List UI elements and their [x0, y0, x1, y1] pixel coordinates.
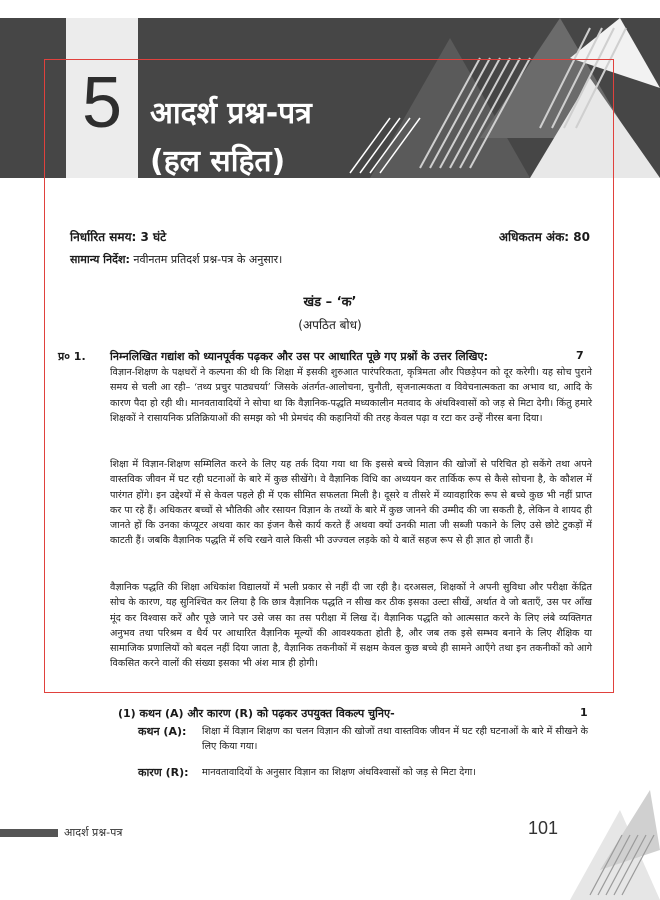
instruction-label: सामान्य निर्देश: — [70, 253, 130, 266]
question-number: प्र० 1. — [58, 350, 86, 363]
passage-paragraph: विज्ञान-शिक्षण के पक्षधरों ने कल्पना की थी कि शिक्षा में इसकी शुरुआत पारंपरिकता, कृत्रिमता और पिछड़ेपन को दूर करेगी। यह सोच पुराने समय से चली आ रही– ‘तथ्य प्रचुर पाठ्यचर्या’ जिसके अंतर्गत-आलोचना, चुनौती, सृजनात्मकता व विवेचनात्मकता का अभाव था, आदि के कारण पैदा हो रही थी। मानवतावादियों ने सोचा था कि वैज्ञानिक-पद्धति मध्यकालीन मतवाद के अंधविश्वासों को जड़ से मिटा देगी। किंतु हमारे शिक्षकों ने रासायनिक प्रतिक्रियाओं की समझ को भी प्रेमचंद की कहानियों की तरह केवल पढ़ा व रटा कर उन्हें नीरस बना दिया। — [110, 367, 592, 424]
footer-bar — [0, 829, 58, 837]
instruction-text: नवीनतम प्रतिदर्श प्रश्न-पत्र के अनुसार। — [133, 253, 283, 266]
chapter-number: 5 — [81, 63, 123, 143]
max-marks: अधिकतम अंक: 80 — [498, 230, 590, 244]
chapter-number-box — [66, 18, 138, 178]
subquestion-marks: 1 — [580, 706, 588, 719]
section-title: खंड – ‘क’ — [303, 295, 357, 310]
triangle-pattern-decoration — [330, 18, 660, 178]
passage-paragraph: शिक्षा में विज्ञान-शिक्षण सम्मिलित करने के लिए यह तर्क दिया गया था कि इससे बच्चे विज्ञान की खोजों से परिचित हो सकेंगे तथा अपने वास्तविक जीवन में घट रही घटनाओं के बारे में कुछ सीखेंगे। वे वैज्ञानिक विधि का अध्ययन कर तार्किक रूप से कैसे सोचना है, के कौशल में पारंगत होंगे। इन उद्देश्यों में से केवल पहले ही में एक सीमित सफलता मिली है। दूसरे व तीसरे में व्यावहारिक रूप से बच्चे कुछ भी नहीं प्राप्त कर पा रहे हैं। अधिकतर बच्चों से भौतिकी और रसायन विज्ञान के तथ्यों के बारे में कुछ जानने की उम्मीद की जा सकती है, लेकिन वे शायद ही जानते हों कि उनका कंप्यूटर अथवा कार का इंजन कैसे कार्य करते हैं अथवा क्यों उनकी माता जी सब्जी पकाने के लिए उसे छोटे टुकड़ों में काटती हैं। जबकि वैज्ञानिक पद्धति में रुचि रखने वाले किसी भी उज्ज्वल लड़के को ये बातें सहज रूप से ही ज्ञात हो जाती हैं। — [110, 459, 592, 547]
subquestion-prompt: (1) कथन (A) और कारण (R) को पढ़कर उपयुक्त विकल्प चुनिए- — [118, 707, 395, 720]
section-subtitle: (अपठित बोध) — [298, 318, 362, 332]
exam-meta-row — [70, 228, 590, 245]
footer-label: आदर्श प्रश्न-पत्र — [64, 826, 123, 839]
footer-triangle-decoration — [560, 790, 660, 900]
chapter-title — [150, 90, 312, 186]
question-prompt: निम्नलिखित गद्यांश को ध्यानपूर्वक पढ़कर और उस पर आधारित पूछे गए प्रश्नों के उत्तर लिखिए: — [110, 350, 488, 363]
reason-label: कारण (R): — [138, 766, 189, 779]
chapter-title-line2: (हल सहित) — [150, 144, 286, 179]
reason-text: मानवतावादियों के अनुसार विज्ञान का शिक्षण अंधविश्वासों को जड़ से मिटा देगा। — [202, 767, 476, 778]
assertion-text: शिक्षा में विज्ञान शिक्षण का चलन विज्ञान की खोजों तथा वास्तविक जीवन में घट रही घटनाओं के बारे में सीखने के लिए किया गया। — [202, 726, 588, 752]
time-allowed: निर्धारित समय: 3 घंटे — [70, 230, 167, 244]
general-instructions — [70, 252, 590, 267]
question-marks: 7 — [576, 349, 584, 362]
chapter-title-line1: आदर्श प्रश्न-पत्र — [150, 96, 312, 131]
page-number: 101 — [528, 818, 559, 838]
assertion-label: कथन (A): — [138, 725, 187, 738]
passage-paragraph: वैज्ञानिक पद्धति की शिक्षा अधिकांश विद्यालयों में भली प्रकार से नहीं दी जा रही है। दरअसल, शिक्षकों ने अपनी सुविधा और परीक्षा केंद्रित सोच के कारण, यह सुनिश्चित कर लिया है कि छात्र वैज्ञानिक पद्धति न सीख कर ठीक इसका उल्टा सीखें, अर्थात वे जो बताएँ, उस पर आँख मूंद कर विश्वास करें और पूछे जाने पर उसे जस का तस परीक्षा में लिख दें। वैज्ञानिक पद्धति को आत्मसात करने के लिए लंबे व्यक्तिगत अनुभव तथा परिश्रम व धैर्य पर आधारित वैज्ञानिक मूल्यों की आवश्यकता होती है, और जब तक इसे सम्भव बनाने के लिए शैक्षिक या सामाजिक प्रणालियों को बदल नहीं दिया जाता है, वैज्ञानिक तकनीकों में सक्षम केवल कुछ बच्चे ही सामने आएँगे तथा इन तकनीकों को आगे विकसित करने वालों की संख्या इसका भी अंश मात्र ही होगी। — [110, 582, 592, 670]
